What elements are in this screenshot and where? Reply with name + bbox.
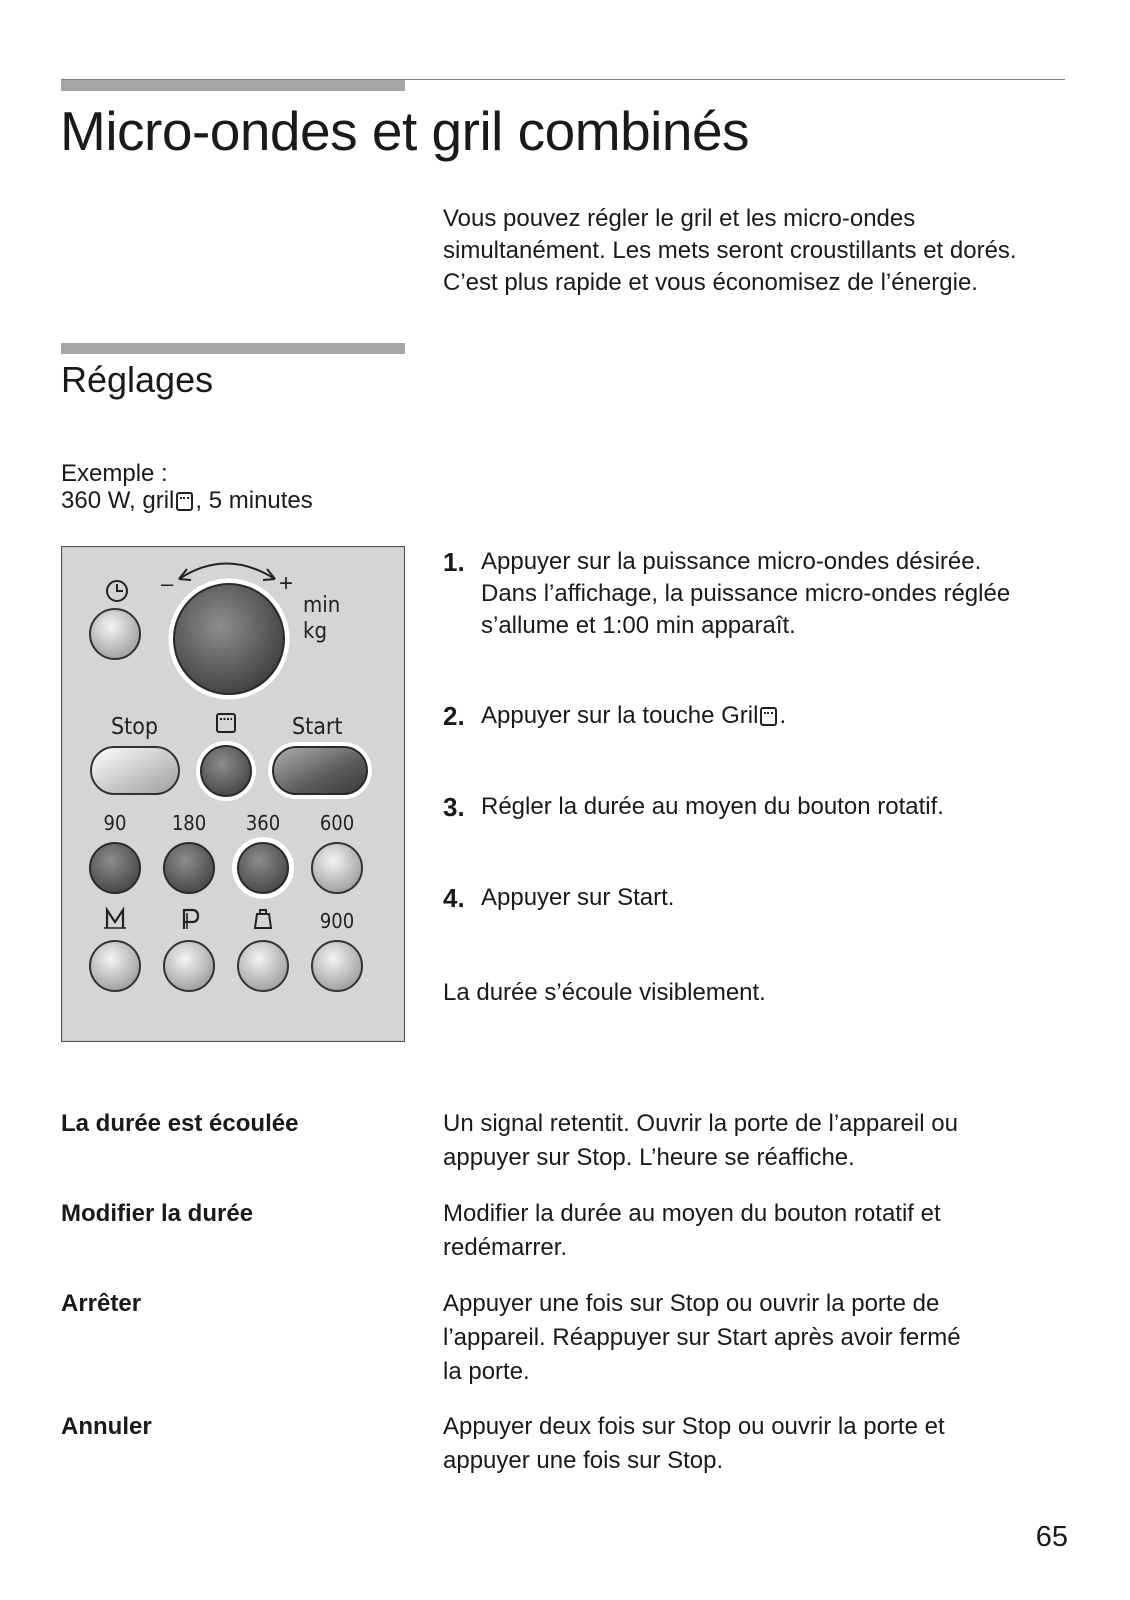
page-number: 65 xyxy=(1035,1521,1068,1553)
section-title: Réglages xyxy=(61,359,214,400)
button-label-900: 900 xyxy=(319,909,355,933)
info-line: appuyer une fois sur Stop. xyxy=(443,1447,724,1474)
step-number: 1. xyxy=(443,547,465,577)
example-line xyxy=(61,487,313,514)
info-line: Un signal retentit. Ouvrir la porte de l’appareil ou xyxy=(443,1110,958,1137)
knob-minus: – xyxy=(161,571,174,596)
start-label: Start xyxy=(292,714,343,740)
step-line-end: . xyxy=(779,702,787,729)
info-description xyxy=(443,1107,958,1175)
info-label: Arrêter xyxy=(61,1290,142,1317)
rotary-knob[interactable] xyxy=(174,584,284,694)
start-button[interactable] xyxy=(273,747,367,794)
power-button-90[interactable] xyxy=(90,843,140,893)
power-label-600: 600 xyxy=(319,811,355,835)
button-900[interactable] xyxy=(312,941,362,991)
knob-unit-min: min xyxy=(303,593,341,618)
step-text xyxy=(481,700,786,732)
power-button-360[interactable] xyxy=(238,843,288,893)
intro-paragraph xyxy=(443,203,1073,299)
step-line: Appuyer sur la touche Gril xyxy=(481,702,759,729)
info-label: Annuler xyxy=(61,1413,152,1440)
step-number: 4. xyxy=(443,883,465,913)
control-panel-svg xyxy=(61,546,405,1042)
clock-button[interactable] xyxy=(90,609,140,659)
elapsed-note: La durée s’écoule visiblement. xyxy=(443,979,766,1006)
step-line: s’allume et 1:00 min apparaît. xyxy=(481,612,796,639)
program-button[interactable] xyxy=(164,941,214,991)
info-line: l’appareil. Réappuyer sur Start après avoir fermé xyxy=(443,1324,961,1351)
title-rule-thick xyxy=(61,80,405,91)
example-block xyxy=(61,460,313,514)
step-line: Dans l’affichage, la puissance micro-ondes réglée xyxy=(481,580,1011,607)
power-label-360: 360 xyxy=(245,811,281,835)
info-line: la porte. xyxy=(443,1358,530,1385)
power-label-90: 90 xyxy=(103,811,127,835)
intro-line: Vous pouvez régler le gril et les micro-ondes xyxy=(443,205,916,232)
stop-button[interactable] xyxy=(91,747,179,794)
page-title: Micro-ondes et gril combinés xyxy=(60,100,750,162)
step-text xyxy=(481,791,944,823)
title-rule-thin xyxy=(61,79,1065,80)
step-line: Appuyer sur la puissance micro-ondes désirée. xyxy=(481,548,982,575)
grill-icon xyxy=(760,707,777,726)
intro-line: C’est plus rapide et vous économisez de l’énergie. xyxy=(443,269,978,296)
knob-unit-kg: kg xyxy=(303,619,328,644)
power-label-180: 180 xyxy=(171,811,207,835)
power-button-180[interactable] xyxy=(164,843,214,893)
step-number: 3. xyxy=(443,792,465,822)
info-line: Appuyer deux fois sur Stop ou ouvrir la porte et xyxy=(443,1413,945,1440)
info-label: La durée est écoulée xyxy=(61,1110,299,1137)
step-line: Régler la durée au moyen du bouton rotatif. xyxy=(481,793,944,820)
grill-button[interactable] xyxy=(201,746,251,796)
weight-button[interactable] xyxy=(238,941,288,991)
section-rule xyxy=(61,343,405,354)
step-text xyxy=(481,882,674,914)
info-line: Appuyer une fois sur Stop ou ouvrir la porte de xyxy=(443,1290,940,1317)
info-description xyxy=(443,1410,945,1478)
memory-button[interactable] xyxy=(90,941,140,991)
step-number: 2. xyxy=(443,701,465,731)
example-text-end: , 5 minutes xyxy=(195,487,313,514)
example-label: Exemple : xyxy=(61,460,168,487)
info-description xyxy=(443,1287,961,1389)
stop-label: Stop xyxy=(111,714,159,740)
example-text: 360 W, gril xyxy=(61,487,175,514)
info-line: appuyer sur Stop. L’heure se réaffiche. xyxy=(443,1144,855,1171)
control-panel-illustration xyxy=(61,546,405,1042)
info-line: Modifier la durée au moyen du bouton rotatif et xyxy=(443,1200,941,1227)
power-button-600[interactable] xyxy=(312,843,362,893)
grill-icon xyxy=(176,492,193,511)
info-description xyxy=(443,1197,941,1265)
info-label: Modifier la durée xyxy=(61,1200,254,1227)
intro-line: simultanément. Les mets seront croustillants et dorés. xyxy=(443,237,1017,264)
step-text xyxy=(481,546,1010,642)
step-line: Appuyer sur Start. xyxy=(481,884,675,911)
info-line: redémarrer. xyxy=(443,1234,568,1261)
knob-plus: + xyxy=(279,570,294,597)
